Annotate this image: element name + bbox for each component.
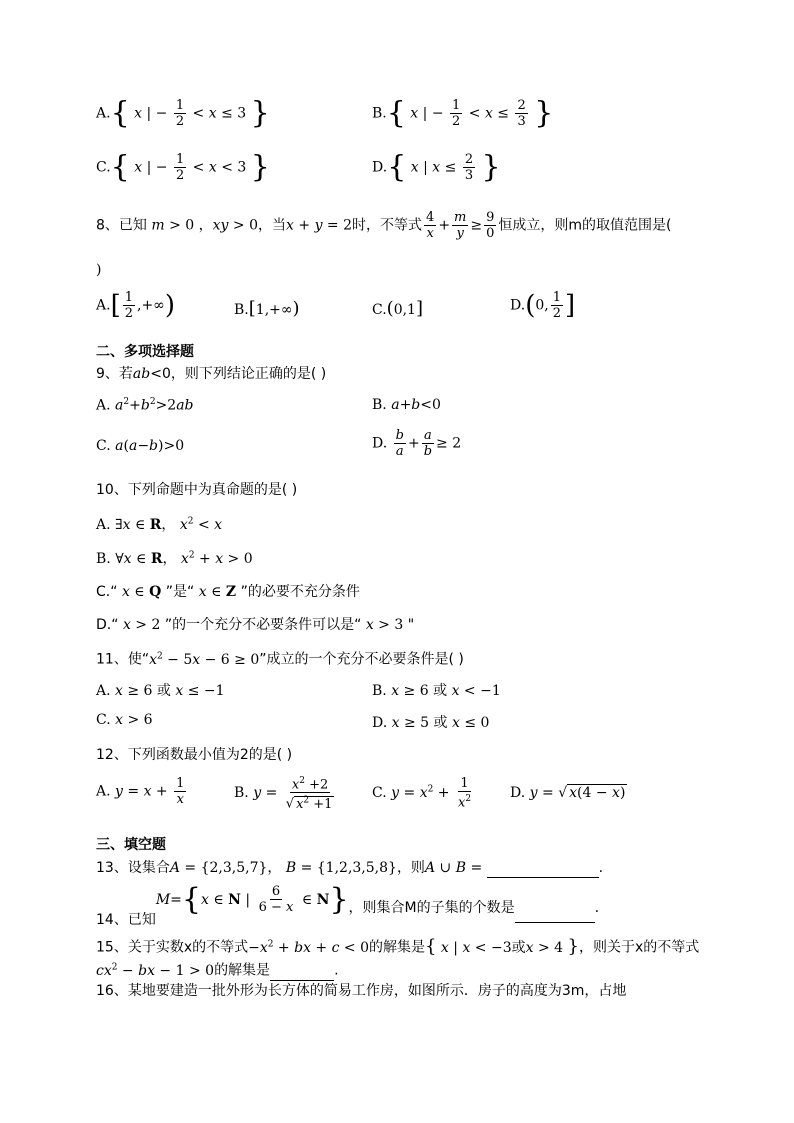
q11-option-a: A. x ≥ 6 或 x ≤ −1 xyxy=(96,683,225,699)
q9-option-c: C. a(a−b)>0 xyxy=(96,438,185,454)
q7-option-b: B.{ x | − $\frac{1}{2}$ < x ≤ $\frac{2}{3}$ } xyxy=(372,95,554,131)
q11-stem: 11、使“$x^2 - 5x - 6 \ge 0$”成立的一个充分不必要条件是( ) xyxy=(96,651,464,668)
q8-option-b: B.[1,+∞) xyxy=(234,298,300,319)
q14-answer-blank[interactable] xyxy=(515,908,595,923)
q11-option-c: C. x > 6 xyxy=(96,712,153,728)
q9-option-a: A. $a^2+b^2>2ab$ xyxy=(96,397,194,414)
q10-option-b: B. ∀x ∈ R， $x^2 + x > 0$ xyxy=(96,550,253,567)
q13-answer-blank[interactable] xyxy=(487,863,599,878)
q11-option-b: B. x ≥ 6 或 x < −1 xyxy=(372,683,501,699)
q8-option-c: C.(0,1] xyxy=(372,298,423,319)
q7-option-c: C.{ x | − $\frac{1}{2}$ < x < 3 } xyxy=(96,149,270,185)
q12-option-b: B. y = $\frac{x^2 +2}{√ x^2 +1}$ xyxy=(234,776,333,812)
q14-stem: 14、已知M={x ∈ N | $\frac{6}{6 - x}$ ∈ N}，则集合M的子集的个数是 . xyxy=(96,881,600,928)
q9-option-d: D. $\frac{b}{a}$ + $\frac{a}{b}$ ≥ 2 xyxy=(372,428,462,459)
q15-line-2: $cx^2$ − bx − 1 > 0的解集是 . xyxy=(96,962,339,979)
section-title-fill-in: 三、填空题 xyxy=(96,837,166,853)
q8-option-a: A.[ $\frac{1}{2}$ ,+∞) xyxy=(96,290,175,321)
q10-option-d: D.“ x > 2 ”的一个充分不必要条件可以是“ x > 3 " xyxy=(96,617,415,633)
q15-answer-blank[interactable] xyxy=(270,966,334,981)
q16-stem: 16、某地要建造一批外形为长方体的简易工作房，如图所示．房子的高度为3m，占地 xyxy=(96,983,627,999)
q12-option-a: A. y = x + $\frac{1}{x}$ xyxy=(96,776,185,807)
q12-stem: 12、下列函数最小值为2的是( ) xyxy=(96,747,293,763)
q13-stem: 13、设集合A = {2,3,5,7}， B = {1,2,3,5,8}，则A ∪ B = . xyxy=(96,860,604,876)
q9-option-b: B. a+b<0 xyxy=(372,397,441,413)
q8-option-d: D.(0, $\frac{1}{2}$ ] xyxy=(510,290,576,321)
q11-option-d: D. x ≥ 5 或 x ≤ 0 xyxy=(372,715,490,731)
q12-option-d: D. y = √ x(4 − x) xyxy=(510,785,626,801)
section-title-multiple-choice: 二、多项选择题 xyxy=(96,344,194,360)
q10-stem: 10、下列命题中为真命题的是( ) xyxy=(96,482,298,498)
q8-stem-close: ) xyxy=(96,262,102,278)
q10-option-a: A. ∃x ∈ R， $x^2 < x$ xyxy=(96,516,223,533)
q7-option-a: A.{ x | − $\frac{1}{2}$ < x ≤ 3 } xyxy=(96,95,270,131)
q10-option-c: C.“ x ∈ Q ”是“ x ∈ Z ”的必要不充分条件 xyxy=(96,584,360,600)
q9-stem: 9、若ab<0，则下列结论正确的是( ) xyxy=(96,366,327,382)
q7-option-d: D.{ x | x ≤ $\frac{2}{3}$ } xyxy=(372,149,501,185)
q8-stem: 8、已知 m > 0 ，xy > 0，当x + y = 2时，不等式 $\frac{4}{x}$ + $\frac{m}{y}$ ≥ $\frac{9}{0}$ 恒成立，则m的取值范围是( xyxy=(96,210,672,241)
q15-line-1: 15、关于实数x的不等式$-x^2$ + bx + c < 0的解集是{ x | x < −3或x > 4 }，则关于x的不等式 xyxy=(96,935,700,957)
q12-option-c: C. $y = x^2$ + $\frac{1}{x^2}$ xyxy=(372,776,472,811)
